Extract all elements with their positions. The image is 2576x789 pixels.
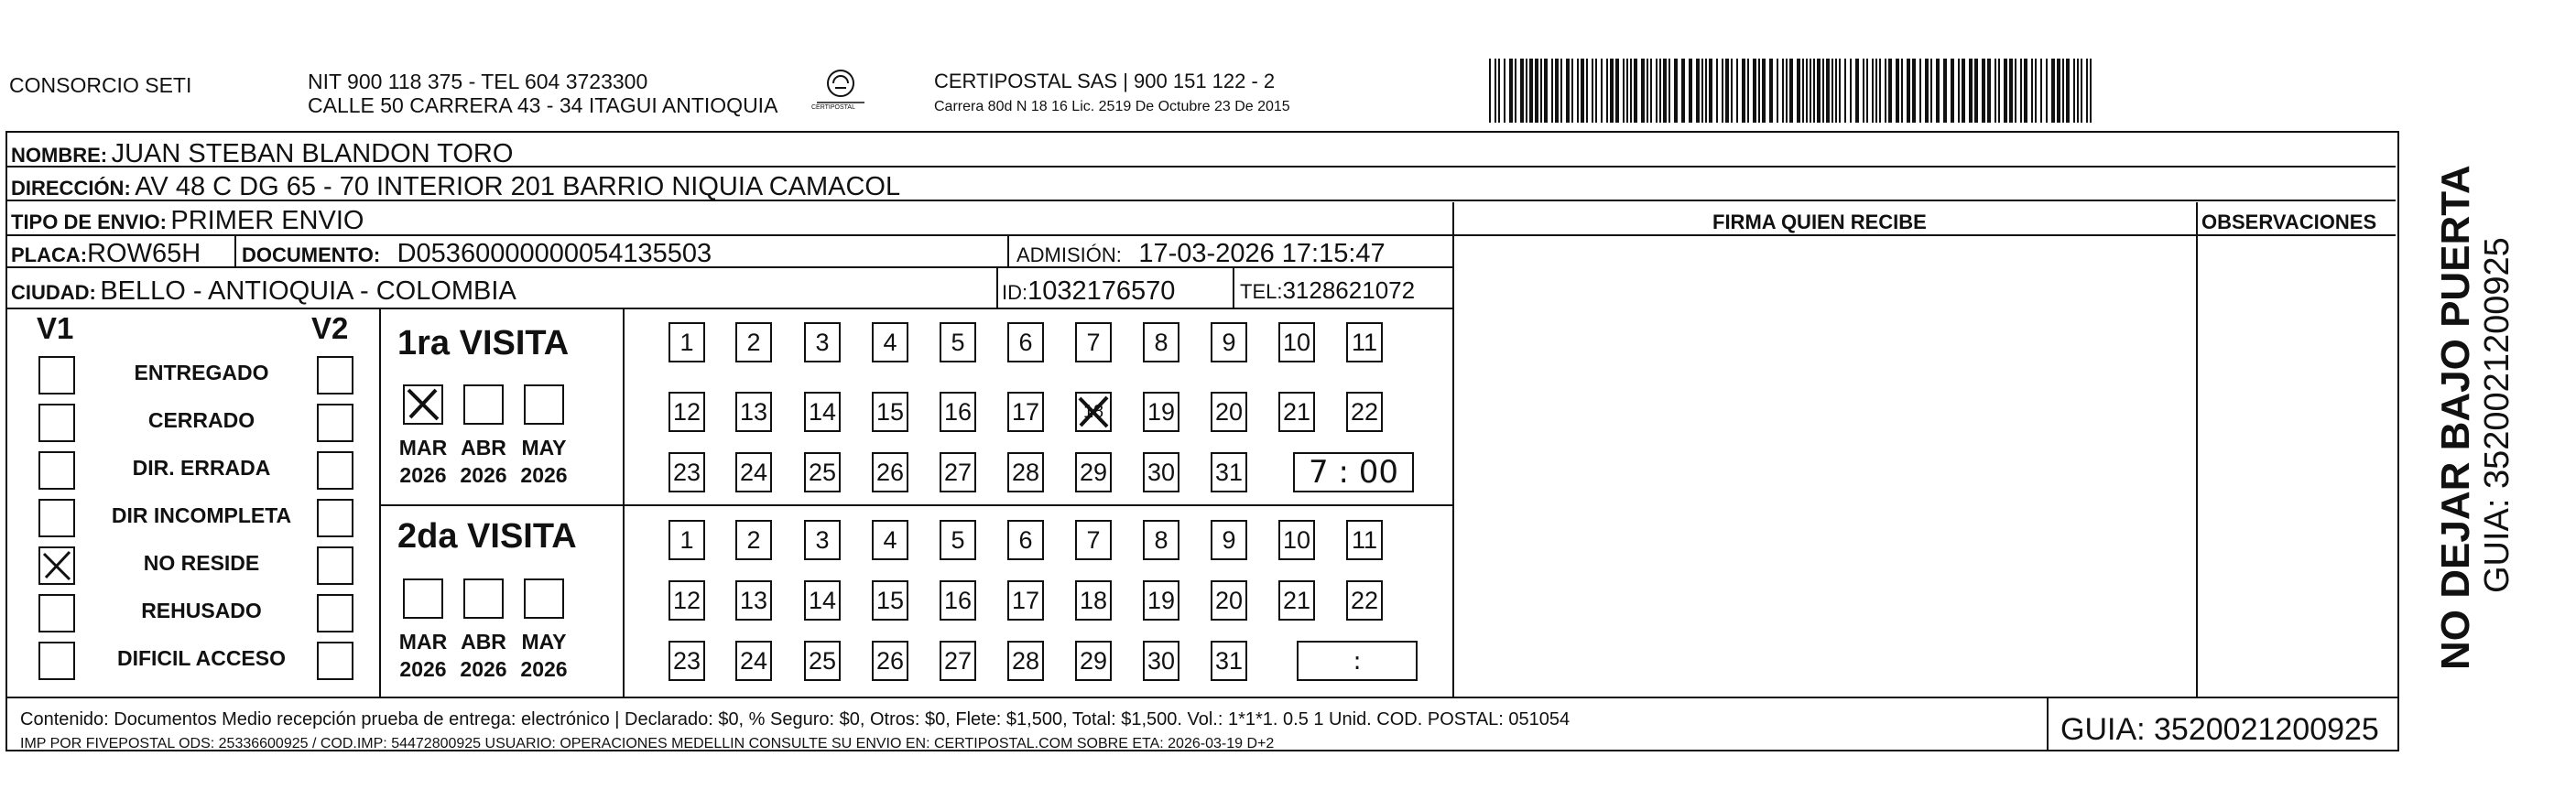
barcode-bar <box>1495 59 1496 123</box>
visit1-day-box[interactable]: 16 <box>940 392 976 432</box>
barcode-bar <box>1544 59 1548 123</box>
visit1-day-box[interactable]: 22 <box>1346 392 1383 432</box>
nombre-value: JUAN STEBAN BLANDON TORO <box>111 139 514 168</box>
barcode-bar <box>1520 59 1524 123</box>
barcode-bar <box>1907 59 1910 123</box>
barcode-bar <box>2057 59 2060 123</box>
v1-checkbox[interactable] <box>38 546 75 585</box>
visit1-day-box[interactable]: 30 <box>1143 452 1179 492</box>
status-label: DIFICIL ACCESO <box>116 646 286 670</box>
visit1-title: 1ra VISITA <box>397 324 570 362</box>
cross-mark-icon <box>405 386 441 423</box>
barcode-bar <box>1806 59 1808 123</box>
barcode-bar <box>1994 59 1996 123</box>
visit2-day-box[interactable]: 9 <box>1211 520 1247 560</box>
barcode-bar <box>2004 59 2007 123</box>
barcode-bar <box>1615 59 1619 123</box>
visit2-day-box[interactable]: 14 <box>804 580 841 621</box>
barcode-bar <box>1802 59 1804 123</box>
visit2-day-box[interactable]: 15 <box>872 580 908 621</box>
nombre-label: NOMBRE: <box>11 144 108 167</box>
visit1-day-box[interactable]: 24 <box>735 452 772 492</box>
v1-checkbox[interactable] <box>38 499 75 537</box>
barcode-bar <box>1696 59 1700 123</box>
barcode-bar <box>1571 59 1573 123</box>
imp-line: IMP POR FIVEPOSTAL ODS: 25336600925 / COD.IMP: 54472800925 USUARIO: OPERACIONES MEDELLIN CONSULTE SU ENVIO EN: CERTIPOSTAL.COM SOBRE ETA: 2026-03-19 D+2 <box>20 736 1275 751</box>
visit2-day-box[interactable]: 10 <box>1278 520 1315 560</box>
admision-value: 17-03-2026 17:15:47 <box>1138 239 1386 268</box>
barcode-bar <box>1722 59 1723 123</box>
visit1-day-box[interactable]: 9 <box>1211 322 1247 362</box>
barcode-bar <box>1982 59 1985 123</box>
visit2-day-box[interactable]: 22 <box>1346 580 1383 621</box>
v2-checkbox[interactable] <box>317 642 353 680</box>
visit2-day-box[interactable]: 13 <box>735 580 772 621</box>
barcode-bar <box>1630 59 1632 123</box>
barcode-bar <box>1689 59 1692 123</box>
barcode <box>1489 59 2098 123</box>
visit1-month-checkbox[interactable] <box>524 384 564 425</box>
logo-text: CERTIPOSTAL <box>811 104 855 111</box>
visit2-day-box[interactable]: 24 <box>735 641 772 681</box>
barcode-bar <box>2024 59 2027 123</box>
visit1-day-box[interactable]: 10 <box>1278 322 1315 362</box>
month-label: MAY <box>521 630 567 654</box>
visit1-day-box[interactable]: 1 <box>668 322 705 362</box>
visit2-day-box[interactable]: 25 <box>804 641 841 681</box>
visit2-day-box[interactable]: 7 <box>1075 520 1112 560</box>
visit1-month-checkbox[interactable] <box>463 384 504 425</box>
month-label: MAY <box>521 436 567 459</box>
barcode-bar <box>1810 59 1811 123</box>
visit2-day-box[interactable]: 28 <box>1007 641 1044 681</box>
barcode-bar <box>1526 59 1527 123</box>
barcode-bar <box>1736 59 1738 123</box>
barcode-bar <box>2062 59 2064 123</box>
visit1-day-box[interactable]: 6 <box>1007 322 1044 362</box>
visit2-day-box[interactable]: 6 <box>1007 520 1044 560</box>
barcode-bar <box>1762 59 1766 123</box>
address-line: CALLE 50 CARRERA 43 - 34 ITAGUI ANTIOQUIA <box>308 93 778 117</box>
visit2-day-box[interactable]: 27 <box>940 641 976 681</box>
visit2-day-box[interactable]: 30 <box>1143 641 1179 681</box>
visit1-day-box[interactable]: 27 <box>940 452 976 492</box>
visit1-day-box[interactable]: 20 <box>1211 392 1247 432</box>
barcode-bar <box>1822 59 1824 123</box>
barcode-bar <box>1626 59 1628 123</box>
barcode-bar <box>2020 59 2022 123</box>
ciudad-value: BELLO - ANTIOQUIA - COLOMBIA <box>100 276 516 306</box>
v2-checkbox[interactable] <box>317 499 353 537</box>
visit2-day-box[interactable]: 23 <box>668 641 705 681</box>
status-label: NO RESIDE <box>143 551 260 575</box>
v1-checkbox[interactable] <box>38 451 75 490</box>
barcode-bar <box>1747 59 1749 123</box>
visit1-day-box[interactable]: 5 <box>940 322 976 362</box>
visit2-day-box[interactable]: 16 <box>940 580 976 621</box>
company-name: CONSORCIO SETI <box>9 73 192 97</box>
ciudad-label: CIUDAD: <box>11 281 96 304</box>
visit2-day-box[interactable]: 19 <box>1143 580 1179 621</box>
placa-label: PLACA: <box>11 243 88 266</box>
barcode-bar <box>1535 59 1538 123</box>
barcode-bar <box>1835 59 1837 123</box>
cross-mark-icon <box>1077 394 1110 430</box>
barcode-bar <box>1647 59 1648 123</box>
direccion-value: AV 48 C DG 65 - 70 INTERIOR 201 BARRIO NIQUIA CAMACOL <box>135 172 901 201</box>
direccion-label: DIRECCIÓN: <box>11 177 131 200</box>
barcode-bar <box>1879 59 1881 123</box>
barcode-bar <box>1974 59 1978 123</box>
visit2-day-box[interactable]: 2 <box>735 520 772 560</box>
visit2-day-box[interactable]: 26 <box>872 641 908 681</box>
visit2-day-box[interactable]: 18 <box>1075 580 1112 621</box>
id-value: 1032176570 <box>1027 276 1176 306</box>
tipo-envio-value: PRIMER ENVIO <box>170 206 364 235</box>
carrier-line: CERTIPOSTAL SAS | 900 151 122 - 2 <box>934 70 1276 92</box>
v2-checkbox[interactable] <box>317 546 353 585</box>
status-label: CERRADO <box>147 408 255 432</box>
v1-label: V1 <box>37 311 74 345</box>
nit-line: NIT 900 118 375 - TEL 604 3723300 <box>308 70 648 93</box>
barcode-bar <box>1623 59 1625 123</box>
barcode-bar <box>1885 59 1886 123</box>
barcode-bar <box>1681 59 1685 123</box>
visit2-day-box[interactable]: 21 <box>1278 580 1315 621</box>
barcode-bar <box>2031 59 2033 123</box>
documento-value: D05360000000054135503 <box>397 239 712 268</box>
barcode-bar <box>1782 59 1784 123</box>
status-label: DIR. ERRADA <box>132 456 271 480</box>
barcode-bar <box>1896 59 1899 123</box>
barcode-bar <box>1872 59 1874 123</box>
barcode-bar <box>1674 59 1678 123</box>
barcode-bar <box>1586 59 1588 123</box>
barcode-bar <box>2015 59 2016 123</box>
visit1-time-box[interactable]: 7 : 00 <box>1293 452 1414 492</box>
visit1-day-box[interactable]: 11 <box>1346 322 1383 362</box>
visit1-day-box[interactable]: 7 <box>1075 322 1112 362</box>
barcode-bar <box>1777 59 1778 123</box>
barcode-bar <box>1668 59 1670 123</box>
barcode-bar <box>2081 59 2082 123</box>
barcode-bar <box>1489 59 1491 123</box>
guia-side: GUIA: 3520021200925 <box>2478 237 2516 593</box>
visit1-day-box[interactable]: 15 <box>872 392 908 432</box>
barcode-bar <box>1901 59 1903 123</box>
barcode-bar <box>1831 59 1833 123</box>
barcode-bar <box>1998 59 2000 123</box>
barcode-bar <box>1716 59 1718 123</box>
barcode-bar <box>1912 59 1916 123</box>
no-dejar-warning: NO DEJAR BAJO PUERTA <box>2433 165 2478 670</box>
visit2-day-box[interactable]: 4 <box>872 520 908 560</box>
contenido-line: Contenido: Documentos Medio recepción prueba de entrega: electrónico | Declarado: $0, % Seguro: $0, Otros: $0, Flete: $1,500, Total: $1,500. Vol.: 1*1*1. 0.5 1 Unid. COD. POSTAL: 051054 <box>20 709 1571 730</box>
barcode-bar <box>1863 59 1864 123</box>
admision-label: ADMISIÓN: <box>1016 243 1122 266</box>
visit1-day-box[interactable]: 13 <box>735 392 772 432</box>
barcode-bar <box>1969 59 1973 123</box>
visit1-day-box[interactable]: 2 <box>735 322 772 362</box>
barcode-bar <box>1540 59 1542 123</box>
barcode-bar <box>1705 59 1707 123</box>
barcode-bar <box>1758 59 1760 123</box>
barcode-bar <box>2040 59 2042 123</box>
barcode-bar <box>1786 59 1788 123</box>
visit2-month-checkbox[interactable] <box>524 578 564 619</box>
barcode-bar <box>1958 59 1960 123</box>
barcode-bar <box>1925 59 1929 123</box>
status-label: ENTREGADO <box>134 361 269 384</box>
visit2-day-box[interactable]: 31 <box>1211 641 1247 681</box>
barcode-bar <box>1659 59 1661 123</box>
barcode-bar <box>1769 59 1773 123</box>
visit2-day-box[interactable]: 3 <box>804 520 841 560</box>
tipo-envio-label: TIPO DE ENVIO: <box>11 211 167 233</box>
firma-label: FIRMA QUIEN RECIBE <box>1712 211 1927 233</box>
observaciones-label: OBSERVACIONES <box>2201 211 2377 233</box>
month-label: MAR <box>398 630 448 654</box>
barcode-bar <box>1560 59 1562 123</box>
barcode-bar <box>1797 59 1800 123</box>
barcode-bar <box>1875 59 1877 123</box>
barcode-bar <box>1839 59 1841 123</box>
barcode-bar <box>1962 59 1965 123</box>
barcode-bar <box>1753 59 1756 123</box>
barcode-bar <box>1850 59 1852 123</box>
visit1-day-box[interactable]: 23 <box>668 452 705 492</box>
barcode-bar <box>1742 59 1745 123</box>
visit1-day-box[interactable]: 3 <box>804 322 841 362</box>
barcode-bar <box>1606 59 1608 123</box>
v2-checkbox[interactable] <box>317 451 353 490</box>
visit2-day-box[interactable]: 29 <box>1075 641 1112 681</box>
barcode-bar <box>1610 59 1614 123</box>
month-label: MAR <box>398 436 448 459</box>
v2-checkbox[interactable] <box>317 356 353 394</box>
guia-footer: GUIA: 3520021200925 <box>2060 712 2379 747</box>
visit1-day-box[interactable]: 28 <box>1007 452 1044 492</box>
barcode-bar <box>2046 59 2048 123</box>
barcode-bar <box>1650 59 1652 123</box>
month-label: ABR <box>461 630 506 654</box>
barcode-bar <box>1634 59 1637 123</box>
barcode-bar <box>1813 59 1815 123</box>
tel-value: 3128621072 <box>1282 276 1416 304</box>
v2-checkbox[interactable] <box>317 594 353 632</box>
barcode-bar <box>1951 59 1954 123</box>
tel-label: TEL: <box>1240 280 1283 303</box>
barcode-bar <box>1943 59 1947 123</box>
placa-value: ROW65H <box>87 239 201 268</box>
barcode-bar <box>1592 59 1593 123</box>
barcode-bar <box>1789 59 1793 123</box>
visit1-day-box[interactable]: 26 <box>872 452 908 492</box>
visit1-day-box[interactable]: 18 <box>1075 392 1112 432</box>
year-label: 2026 <box>460 657 507 681</box>
barcode-bar <box>1595 59 1597 123</box>
barcode-bar <box>1930 59 1932 123</box>
barcode-bar <box>2035 59 2037 123</box>
barcode-bar <box>2009 59 2013 123</box>
year-label: 2026 <box>399 463 447 487</box>
visit1-day-box[interactable]: 19 <box>1143 392 1179 432</box>
visit2-day-box[interactable]: 5 <box>940 520 976 560</box>
barcode-bar <box>2090 59 2092 123</box>
barcode-bar <box>1509 59 1513 123</box>
v1-checkbox[interactable] <box>38 356 75 394</box>
status-label: DIR INCOMPLETA <box>111 503 292 527</box>
barcode-bar <box>1551 59 1553 123</box>
barcode-bar <box>1855 59 1859 123</box>
id-label: ID: <box>1002 281 1028 304</box>
visit2-day-box[interactable]: 11 <box>1346 520 1383 560</box>
form-frame <box>5 131 2399 751</box>
barcode-bar <box>1866 59 1868 123</box>
visit2-title: 2da VISITA <box>397 517 577 556</box>
barcode-bar <box>1826 59 1830 123</box>
visit2-day-box[interactable]: 20 <box>1211 580 1247 621</box>
visit2-day-box[interactable]: 17 <box>1007 580 1044 621</box>
visit1-day-box[interactable]: 21 <box>1278 392 1315 432</box>
barcode-bar <box>1725 59 1729 123</box>
barcode-bar <box>1701 59 1703 123</box>
barcode-bar <box>1566 59 1570 123</box>
barcode-bar <box>1888 59 1892 123</box>
visit2-day-box[interactable]: 8 <box>1143 520 1179 560</box>
barcode-bar <box>2051 59 2055 123</box>
barcode-bar <box>1601 59 1603 123</box>
year-label: 2026 <box>520 463 568 487</box>
barcode-bar <box>1663 59 1667 123</box>
barcode-bar <box>1844 59 1846 123</box>
cross-mark-icon <box>40 548 73 583</box>
barcode-bar <box>1529 59 1533 123</box>
status-label: REHUSADO <box>141 599 262 622</box>
barcode-bar <box>1731 59 1733 123</box>
visit1-day-box[interactable]: 12 <box>668 392 705 432</box>
visit1-day-box[interactable]: 25 <box>804 452 841 492</box>
year-label: 2026 <box>460 463 507 487</box>
visit2-day-box[interactable]: 1 <box>668 520 705 560</box>
barcode-bar <box>1498 59 1500 123</box>
visit1-day-box[interactable]: 17 <box>1007 392 1044 432</box>
barcode-bar <box>2066 59 2070 123</box>
barcode-bar <box>1515 59 1516 123</box>
visit1-day-box[interactable]: 8 <box>1143 322 1179 362</box>
barcode-bar <box>1936 59 1940 123</box>
license-line: Carrera 80d N 18 16 Lic. 2519 De Octubre 23 De 2015 <box>934 99 1290 114</box>
barcode-bar <box>1987 59 1991 123</box>
barcode-bar <box>1641 59 1645 123</box>
barcode-bar <box>1919 59 1921 123</box>
visit1-day-box[interactable]: 29 <box>1075 452 1112 492</box>
visit2-month-checkbox[interactable] <box>463 578 504 619</box>
year-label: 2026 <box>399 657 447 681</box>
visit1-day-box[interactable]: 4 <box>872 322 908 362</box>
visit1-month-checkbox[interactable] <box>403 384 443 425</box>
v1-checkbox[interactable] <box>38 404 75 442</box>
year-label: 2026 <box>520 657 568 681</box>
barcode-bar <box>2077 59 2079 123</box>
visit1-day-box[interactable]: 14 <box>804 392 841 432</box>
month-label: ABR <box>461 436 506 459</box>
visit1-day-box[interactable]: 31 <box>1211 452 1247 492</box>
barcode-bar <box>2073 59 2075 123</box>
visit2-day-box[interactable]: 12 <box>668 580 705 621</box>
barcode-bar <box>1656 59 1658 123</box>
barcode-bar <box>2086 59 2088 123</box>
visit2-time-box[interactable]: : <box>1297 641 1418 681</box>
visit2-month-checkbox[interactable] <box>403 578 443 619</box>
v1-checkbox[interactable] <box>38 594 75 632</box>
barcode-bar <box>1581 59 1584 123</box>
v2-label: V2 <box>311 311 349 345</box>
barcode-bar <box>1709 59 1712 123</box>
documento-label: DOCUMENTO: <box>242 243 381 266</box>
v2-checkbox[interactable] <box>317 404 353 442</box>
barcode-bar <box>1504 59 1505 123</box>
barcode-bar <box>1817 59 1821 123</box>
barcode-bar <box>1577 59 1579 123</box>
barcode-bar <box>1555 59 1559 123</box>
v1-checkbox[interactable] <box>38 642 75 680</box>
